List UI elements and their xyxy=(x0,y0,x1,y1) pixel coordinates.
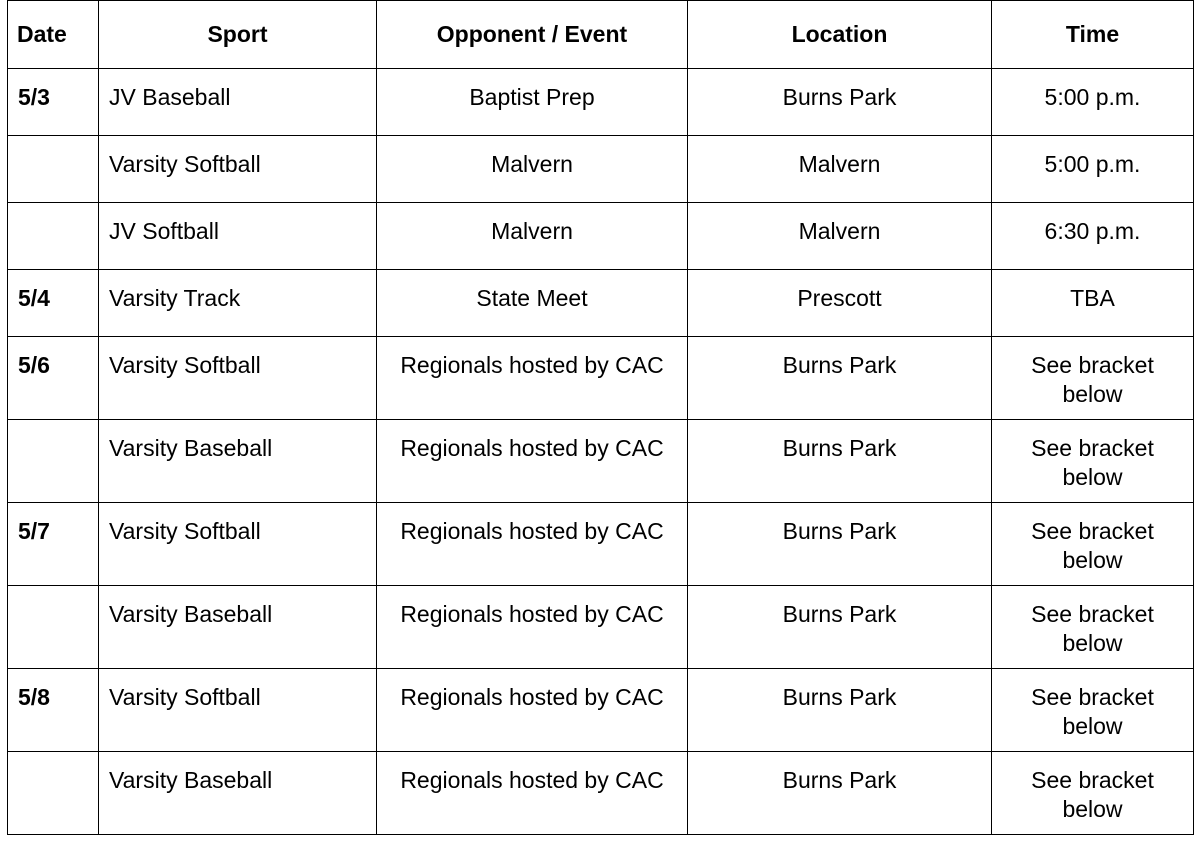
location-cell: Burns Park xyxy=(688,503,992,586)
sport-cell: Varsity Baseball xyxy=(99,752,377,835)
table-row xyxy=(8,503,1194,586)
time-cell xyxy=(992,337,1194,420)
opponent-cell: Regionals hosted by CAC xyxy=(377,503,688,586)
time-line-1: See bracket xyxy=(1031,684,1154,710)
table-row xyxy=(8,420,1194,503)
date-cell: 5/4 xyxy=(8,270,99,337)
schedule-table xyxy=(7,0,1194,835)
time-line-1: See bracket xyxy=(1031,518,1154,544)
opponent-cell: Regionals hosted by CAC xyxy=(377,420,688,503)
location-cell: Burns Park xyxy=(688,337,992,420)
time-line-1: 6:30 p.m. xyxy=(1044,218,1141,244)
time-cell xyxy=(992,420,1194,503)
time-line-2: below xyxy=(1062,713,1123,739)
table-row xyxy=(8,203,1194,270)
date-cell xyxy=(8,203,99,270)
sport-cell: Varsity Baseball xyxy=(99,586,377,669)
time-line-1: See bracket xyxy=(1031,352,1154,378)
sport-cell: Varsity Softball xyxy=(99,136,377,203)
time-cell xyxy=(992,203,1194,270)
time-cell xyxy=(992,503,1194,586)
time-line-2: below xyxy=(1062,381,1123,407)
header-row xyxy=(8,1,1194,69)
table-row xyxy=(8,136,1194,203)
time-cell xyxy=(992,270,1194,337)
table-row xyxy=(8,586,1194,669)
schedule-body xyxy=(8,69,1194,835)
location-cell: Burns Park xyxy=(688,752,992,835)
date-cell xyxy=(8,752,99,835)
time-cell xyxy=(992,69,1194,136)
time-cell xyxy=(992,669,1194,752)
time-line-1: 5:00 p.m. xyxy=(1044,151,1141,177)
location-cell: Malvern xyxy=(688,136,992,203)
header-date: Date xyxy=(8,1,99,69)
header-time: Time xyxy=(992,1,1194,69)
table-row xyxy=(8,337,1194,420)
table-row xyxy=(8,270,1194,337)
sport-cell: Varsity Softball xyxy=(99,337,377,420)
table-row xyxy=(8,669,1194,752)
opponent-cell: Regionals hosted by CAC xyxy=(377,586,688,669)
date-cell: 5/8 xyxy=(8,669,99,752)
time-cell xyxy=(992,136,1194,203)
time-line-2: below xyxy=(1062,547,1123,573)
header-location: Location xyxy=(688,1,992,69)
opponent-cell: Baptist Prep xyxy=(377,69,688,136)
opponent-cell: Malvern xyxy=(377,203,688,270)
time-line-2: below xyxy=(1062,630,1123,656)
time-line-2: below xyxy=(1062,796,1123,822)
time-cell xyxy=(992,586,1194,669)
time-line-1: See bracket xyxy=(1031,767,1154,793)
header-sport: Sport xyxy=(99,1,377,69)
opponent-cell: Malvern xyxy=(377,136,688,203)
location-cell: Burns Park xyxy=(688,69,992,136)
location-cell: Burns Park xyxy=(688,420,992,503)
time-line-1: TBA xyxy=(1070,285,1115,311)
time-line-1: See bracket xyxy=(1031,435,1154,461)
opponent-cell: State Meet xyxy=(377,270,688,337)
table-row xyxy=(8,752,1194,835)
sport-cell: Varsity Softball xyxy=(99,669,377,752)
table-row xyxy=(8,69,1194,136)
time-line-1: See bracket xyxy=(1031,601,1154,627)
opponent-cell: Regionals hosted by CAC xyxy=(377,337,688,420)
location-cell: Burns Park xyxy=(688,586,992,669)
opponent-cell: Regionals hosted by CAC xyxy=(377,752,688,835)
header-opponent: Opponent / Event xyxy=(377,1,688,69)
sport-cell: JV Baseball xyxy=(99,69,377,136)
location-cell: Malvern xyxy=(688,203,992,270)
date-cell: 5/7 xyxy=(8,503,99,586)
sport-cell: JV Softball xyxy=(99,203,377,270)
date-cell: 5/3 xyxy=(8,69,99,136)
sport-cell: Varsity Track xyxy=(99,270,377,337)
location-cell: Burns Park xyxy=(688,669,992,752)
location-cell: Prescott xyxy=(688,270,992,337)
time-line-1: 5:00 p.m. xyxy=(1044,84,1141,110)
time-cell xyxy=(992,752,1194,835)
date-cell: 5/6 xyxy=(8,337,99,420)
date-cell xyxy=(8,136,99,203)
opponent-cell: Regionals hosted by CAC xyxy=(377,669,688,752)
date-cell xyxy=(8,420,99,503)
time-line-2: below xyxy=(1062,464,1123,490)
date-cell xyxy=(8,586,99,669)
sport-cell: Varsity Baseball xyxy=(99,420,377,503)
sport-cell: Varsity Softball xyxy=(99,503,377,586)
